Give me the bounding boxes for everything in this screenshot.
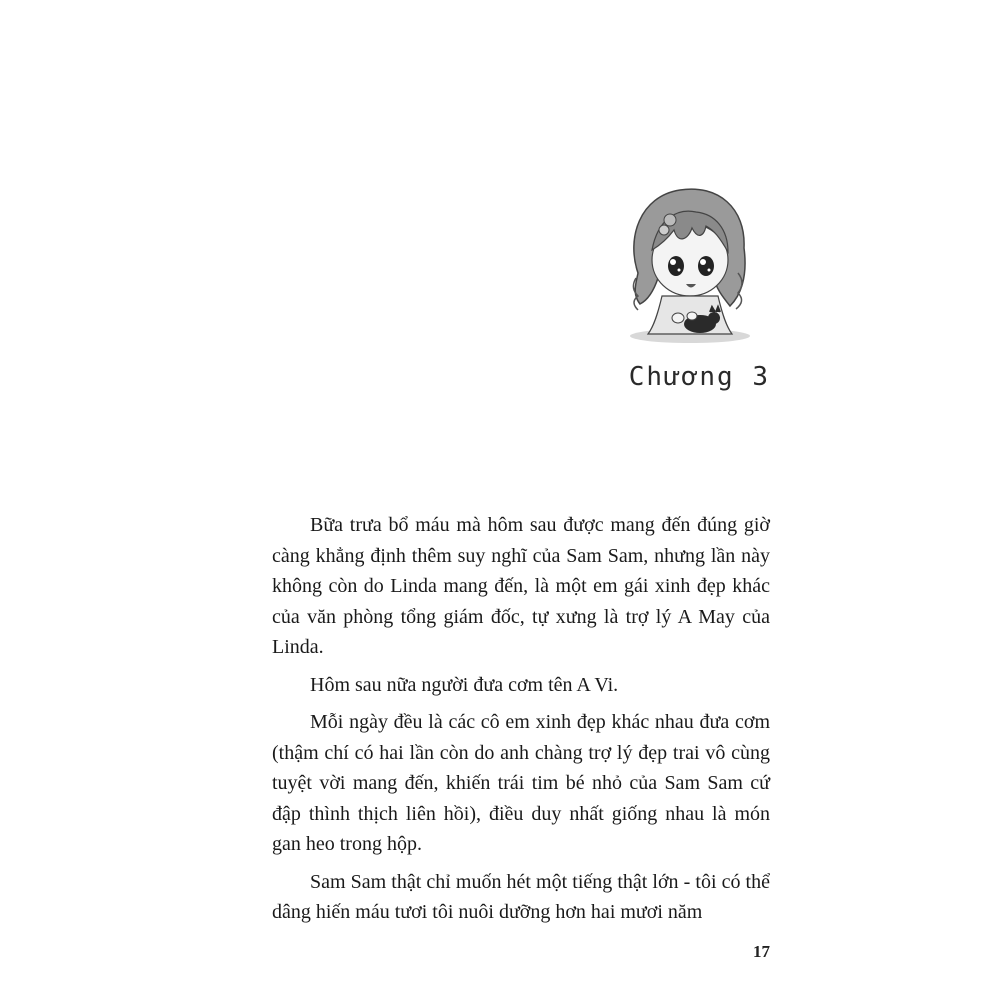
chapter-title: Chương 3 [628,362,770,392]
page-number: 17 [753,942,770,961]
paragraph: Bữa trưa bổ máu mà hôm sau được mang đến đúng giờ càng khẳng định thêm suy nghĩ của Sam Sam, nhưng lần này không còn do Linda mang đến, là một em gái xinh đẹp khác của văn phòng tổng giám đốc, tự xưng là trợ lý A May của Linda. [272,514,770,658]
chibi-girl-illustration [618,178,758,348]
paragraph: Hôm sau nữa người đưa cơm tên A Vi. [310,673,619,696]
chibi-girl-drawing [618,178,758,348]
paragraph: Sam Sam thật chỉ muốn hét một tiếng thật lớn - tôi có thể dâng hiến máu tươi tôi nuôi dưỡng hơn hai mươi năm [272,870,770,923]
body-text [272,510,770,928]
paragraph: Mỗi ngày đều là các cô em xinh đẹp khác nhau đưa cơm (thậm chí có hai lần còn do anh chàng trợ lý đẹp trai vô cùng tuyệt vời mang đến, khiến trái tim bé nhỏ của Sam Sam cứ đập thình thịch liên hồi), điều duy nhất giống nhau là món gan heo trong hộp. [272,711,770,855]
